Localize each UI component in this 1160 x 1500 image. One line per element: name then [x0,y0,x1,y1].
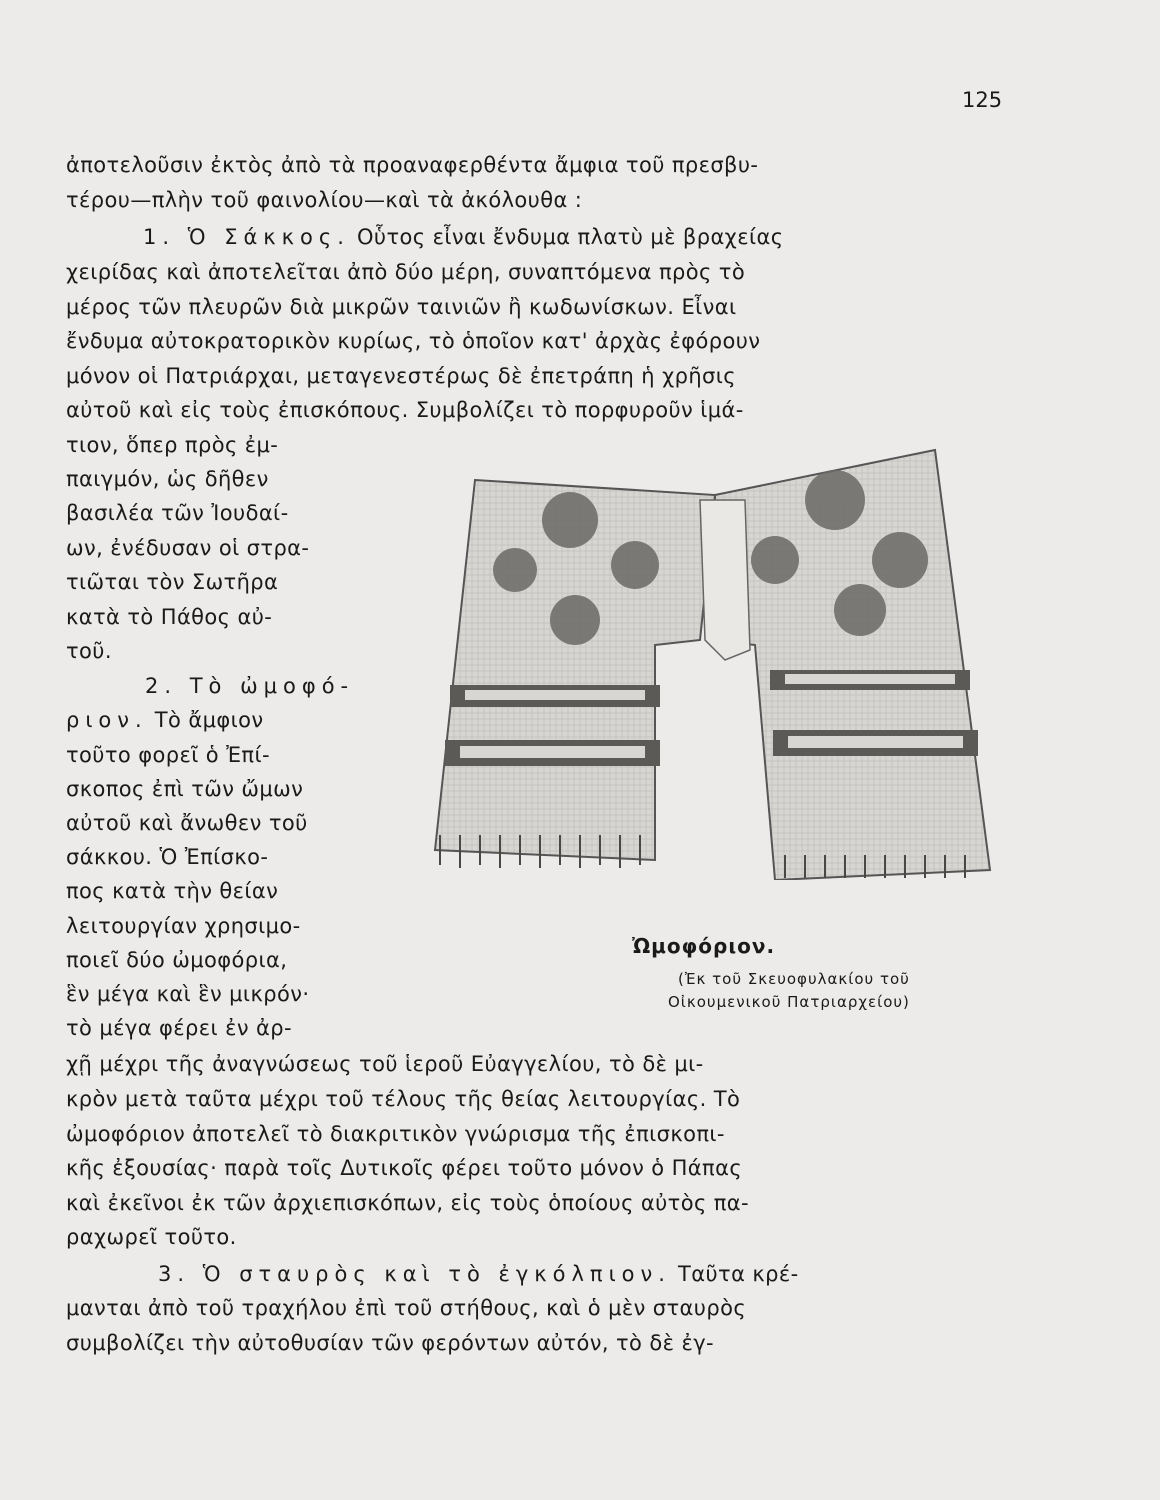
text-line: τιῶται τὸν Σωτῆρα [66,570,279,594]
text-line: μανται ἀπὸ τοῦ τραχήλου ἐπὶ τοῦ στήθους, καὶ ὁ μὲν σταυρὸς [66,1296,747,1320]
text-line: τιον, ὅπερ πρὸς ἐμ- [66,433,279,457]
text-line: αὐτοῦ καὶ ἄνωθεν τοῦ [66,811,308,835]
text-line: ποιεῖ δύο ὠμοφόρια, [66,948,288,972]
omophorion-line-rest: Τὸ ἄμφιον [154,708,264,732]
omophorion-figure [415,440,1005,880]
section-1-line [143,227,783,248]
stavros-heading: 3. Ὁ σταυρὸς καὶ τὸ ἐγκόλπιον. [158,1262,671,1286]
text-line: ραχωρεῖ τοῦτο. [66,1225,237,1249]
text-line: τὸ μέγα φέρει ἐν ἀρ- [66,1016,292,1040]
text-line: ἓν μέγα καὶ ἓν μικρόν· [66,982,310,1006]
text-line: καὶ ἐκεῖνοι ἐκ τῶν ἀρχιεπισκόπων, εἰς τοὺς ὁποίους αὐτὸς πα- [66,1191,750,1215]
text-line: βασιλέα τῶν Ἰουδαί- [66,501,289,525]
sakkos-line-rest: Οὗτος εἶναι ἔνδυμα πλατὺ μὲ βραχείας [357,225,784,249]
text-line: ὠμοφόριον ἀποτελεῖ τὸ διακριτικὸν γνώρισμα τῆς ἐπισκοπι- [66,1122,725,1146]
stavros-line-rest: Ταῦτα κρέ- [678,1262,799,1286]
figure-caption-source: Οἰκουμενικοῦ Πατριαρχείου) [668,993,910,1011]
omophorion-heading-cont: ριον. [66,708,148,732]
text-line: αὐτοῦ καὶ εἰς τοὺς ἐπισκόπους. Συμβολίζει τὸ πορφυροῦν ἱμά- [66,398,744,422]
text-line: κατὰ τὸ Πάθος αὐ- [66,605,273,629]
figure-caption-source: (Ἐκ τοῦ Σκευοφυλακίου τοῦ [678,970,910,988]
text-line: τοῦ. [66,639,112,663]
figure-caption-title: Ὠμοφόριον. [632,934,776,958]
text-line: ων, ἐνέδυσαν οἱ στρα- [66,536,310,560]
text-line: παιγμόν, ὡς δῆθεν [66,467,269,491]
text-line: σάκκου. Ὁ Ἐπίσκο- [66,845,269,869]
text-line: λειτουργίαν χρησιμο- [66,914,301,938]
text-line: χειρίδας καὶ ἀποτελεῖται ἀπὸ δύο μέρη, συναπτόμενα πρὸς τὸ [66,260,746,284]
text-line: πος κατὰ τὴν θείαν [66,879,279,903]
omophorion-heading: 2. Τὸ ὠμοφό- [145,674,355,698]
text-line: συμβολίζει τὴν αὐτοθυσίαν τῶν φερόντων αὐτόν, τὸ δὲ ἐγ- [66,1331,715,1355]
text-line: κῆς ἐξουσίας· παρὰ τοῖς Δυτικοῖς φέρει τοῦτο μόνον ὁ Πάπας [66,1156,743,1180]
text-line: μόνον οἱ Πατριάρχαι, μεταγενεστέρως δὲ ἐπετράπη ἡ χρῆσις [66,364,736,388]
text-line: κρὸν μετὰ ταῦτα μέχρι τοῦ τέλους τῆς θείας λειτουργίας. Τὸ [66,1087,741,1111]
sakkos-heading: 1. Ὁ Σάκκος. [143,225,350,249]
text-line: τέρου—πλὴν τοῦ φαινολίου—καὶ τὰ ἀκόλουθα : [66,188,583,212]
text-line: ἔνδυμα αὐτοκρατορικὸν κυρίως, τὸ ὁποῖον κατ' ἀρχὰς ἐφόρουν [66,329,761,353]
section-2-line [66,710,263,731]
text-line: σκοπος ἐπὶ τῶν ὤμων [66,777,304,801]
page-number: 125 [962,88,1003,112]
section-3-line [158,1264,799,1285]
omophorion-illustration [415,440,1005,880]
text-line: μέρος τῶν πλευρῶν διὰ μικρῶν ταινιῶν ἢ κωδωνίσκων. Εἶναι [66,295,737,319]
text-line: ἀποτελοῦσιν ἐκτὸς ἀπὸ τὰ προαναφερθέντα ἄμφια τοῦ πρεσβυ- [66,153,759,177]
text-line: τοῦτο φορεῖ ὁ Ἐπί- [66,743,270,767]
text-line: χῇ μέχρι τῆς ἀναγνώσεως τοῦ ἱεροῦ Εὐαγγελίου, τὸ δὲ μι- [66,1052,704,1076]
